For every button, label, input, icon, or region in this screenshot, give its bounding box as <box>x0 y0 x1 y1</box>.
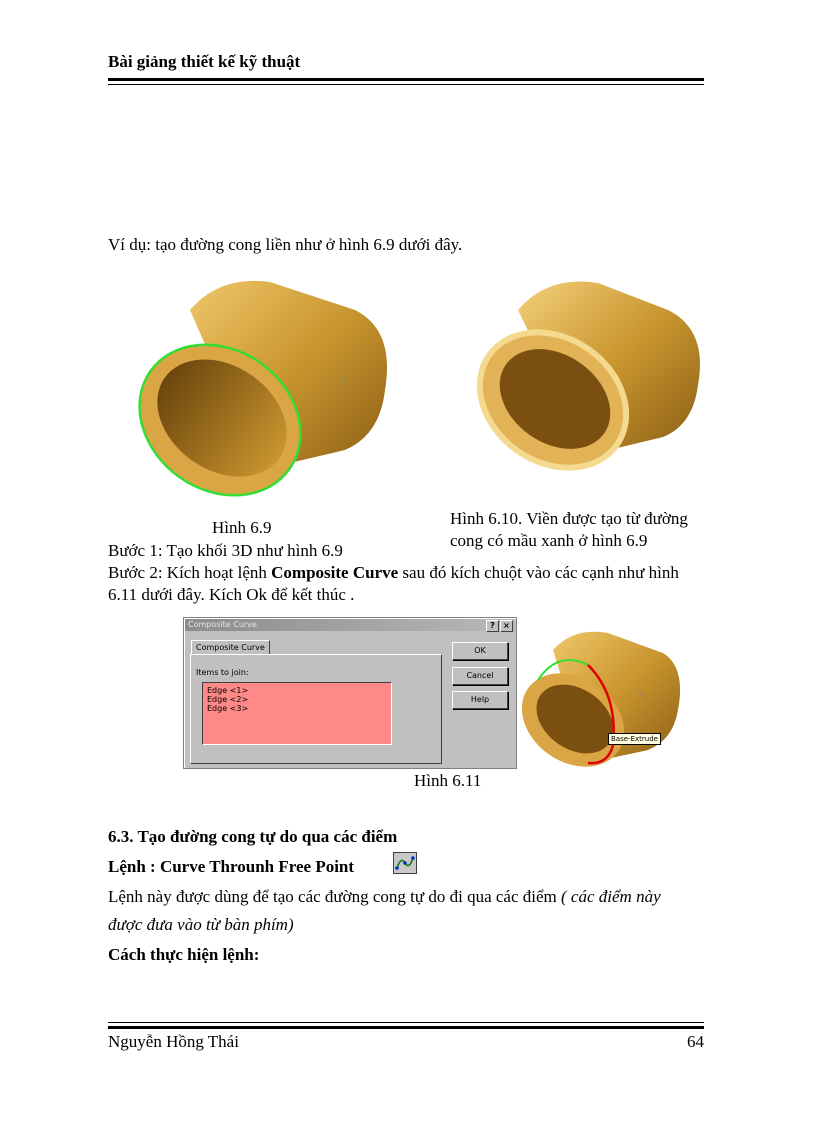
header-rule <box>108 78 704 81</box>
step-2-command: Composite Curve <box>271 563 399 582</box>
cancel-button[interactable]: Cancel <box>452 667 508 685</box>
footer-rule-thin <box>108 1022 704 1023</box>
footer-author: Nguyễn Hồng Thái <box>108 1032 239 1051</box>
footer-page-number: 64 <box>687 1032 704 1051</box>
list-item[interactable]: Edge <2> <box>207 695 249 704</box>
composite-curve-dialog <box>183 617 517 769</box>
description-normal: Lệnh này được dùng để tạo các đường cong tự do đi qua các điểm <box>108 887 562 906</box>
list-item[interactable]: Edge <3> <box>207 704 249 713</box>
footer-rule <box>108 1026 704 1029</box>
dialog-titlebar <box>185 619 515 631</box>
description-italic-1: ( các điểm này <box>561 887 661 906</box>
header-title: Bài giảng thiết kế kỹ thuật <box>108 52 301 71</box>
dialog-title: Composite Curve <box>188 620 257 629</box>
step-2-prefix: Bước 2: Kích hoạt lệnh <box>108 563 272 582</box>
section-heading: 6.3. Tạo đường cong tự do qua các điểm <box>108 827 398 846</box>
items-to-join-list[interactable] <box>202 682 392 745</box>
dialog-close-button[interactable]: × <box>500 620 513 632</box>
figure-6-9-caption: Hình 6.9 <box>212 518 272 537</box>
intro-text: Ví dụ: tạo đường cong liền như ở hình 6.9 dưới đây. <box>108 235 463 254</box>
list-item[interactable]: Edge <1> <box>207 686 249 695</box>
figure-6-10-caption-line2: cong có mầu xanh ở hình 6.9 <box>450 531 648 550</box>
figure-6-9-image <box>130 270 390 510</box>
figure-6-10-image <box>468 275 708 485</box>
step-2-suffix: sau đó kích chuột vào các cạnh như hình <box>398 563 679 582</box>
items-to-join-label: Items to join: <box>196 668 249 677</box>
ok-button[interactable]: OK <box>452 642 508 660</box>
header-rule-thin <box>108 84 704 85</box>
figure-6-11-model <box>518 625 683 770</box>
step-2-line2: 6.11 dưới đây. Kích Ok để kết thúc . <box>108 585 355 604</box>
figure-6-11-caption: Hình 6.11 <box>414 771 482 790</box>
dialog-help-button[interactable]: ? <box>486 620 499 632</box>
description-line1 <box>108 886 661 908</box>
description-line2: được đưa vào từ bàn phím) <box>108 915 294 934</box>
step-2-line1 <box>108 562 679 584</box>
how-to-heading: Cách thực hiện lệnh: <box>108 945 260 964</box>
base-extrude-tooltip: Base-Extrude <box>608 733 661 745</box>
help-button[interactable]: Help <box>452 691 508 709</box>
step-1: Bước 1: Tạo khối 3D như hình 6.9 <box>108 541 343 560</box>
curve-through-points-icon <box>393 852 417 874</box>
tab-composite-curve[interactable]: Composite Curve <box>191 640 270 655</box>
figure-6-10-caption-line1: Hình 6.10. Viền được tạo từ đường <box>450 509 688 528</box>
command-line: Lệnh : Curve Throunh Free Point <box>108 857 355 876</box>
